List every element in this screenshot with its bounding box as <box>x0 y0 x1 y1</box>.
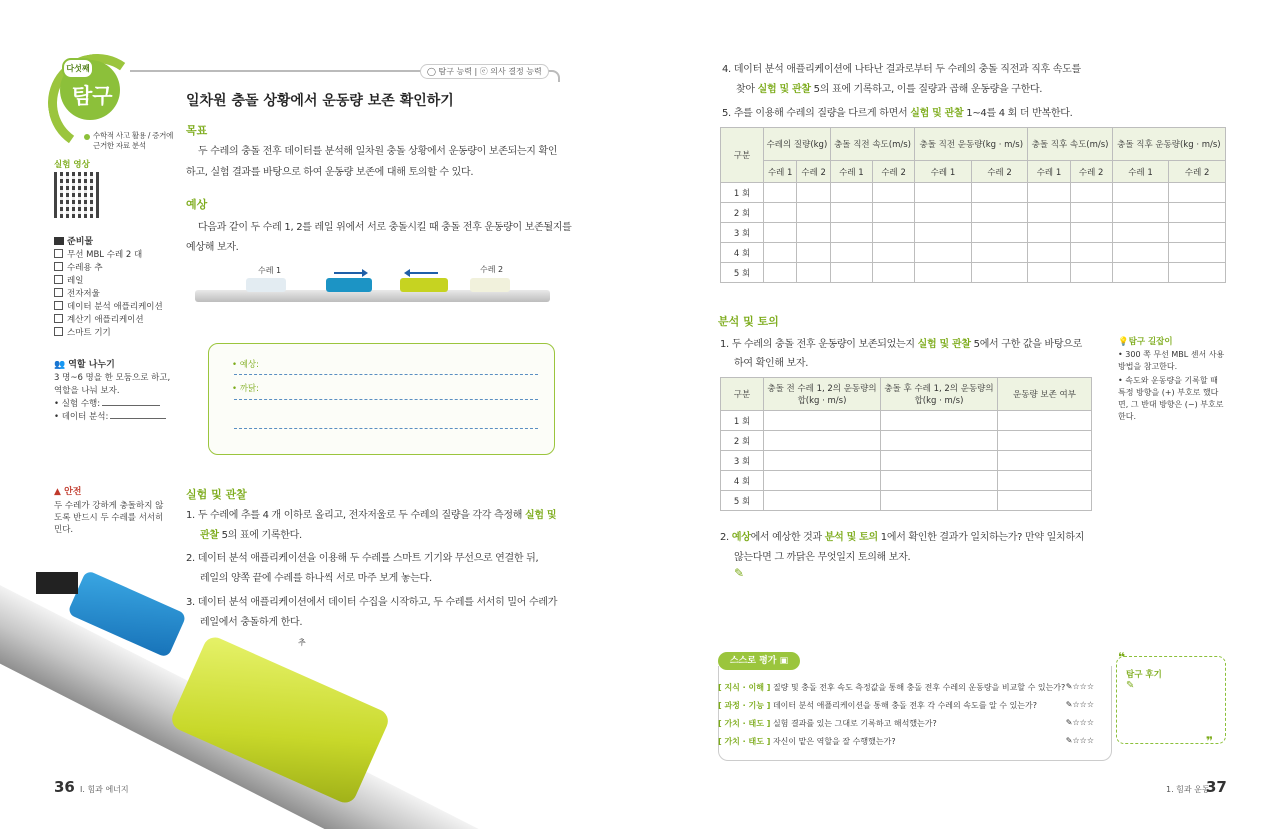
prep-item <box>54 300 163 312</box>
tip-1: • 300 쪽 무선 MBL 센서 사용 방법을 참고한다. <box>1118 350 1225 371</box>
an2-link-2: 분석 및 토의 <box>824 532 878 543</box>
skill-tag: ◯ 탐구 능력 | ⓔ 의사 결정 능력 <box>420 64 549 79</box>
eval-tag: [ 가치 · 태도 ] <box>718 719 771 728</box>
cart1-weight <box>246 278 286 292</box>
eval-stars[interactable] <box>1066 718 1094 727</box>
safety-line-2: 도록 반드시 두 수레를 서서히 <box>54 513 164 523</box>
star-rating[interactable]: ☆☆☆ <box>1072 736 1094 745</box>
prep-item-label: 계산기 애플리케이션 <box>67 315 144 325</box>
prep-item-label: 전자저울 <box>67 289 100 299</box>
eval-row <box>718 700 1094 711</box>
step4-line-2 <box>736 80 1042 95</box>
weight-label: 추 <box>298 638 306 647</box>
safety-line-3: 민다. <box>54 525 74 535</box>
table-header: 수레의 질량(kg) <box>764 128 831 161</box>
predict-heading: 예상 <box>186 198 208 211</box>
table-header: 충돌 직전 속도(m/s) <box>830 128 914 161</box>
table-subheader: 수레 2 <box>873 161 915 183</box>
arrow-right-icon <box>334 272 364 274</box>
tamgu-label: 탐구 <box>72 84 113 108</box>
role-experiment-label: • 실험 수행: <box>54 399 101 409</box>
eval-row <box>718 736 1094 747</box>
page-title: 일차원 충돌 상황에서 운동량 보존 확인하기 <box>186 93 454 109</box>
cart2-weight <box>470 278 510 292</box>
step1-line-2 <box>200 526 302 541</box>
an1-text-a: 1. 두 수레의 충돌 전후 운동량이 보존되었는지 <box>720 339 918 350</box>
table-header: 충돌 전 수레 1, 2의 운동량의 합(kg · m/s) <box>764 378 881 411</box>
step1-text-cont: 5의 표에 기록한다. <box>218 530 302 541</box>
table-row <box>721 223 1226 243</box>
step1-link: 실험 및 <box>525 510 557 521</box>
prep-item <box>54 313 144 325</box>
table-header: 충돌 직전 운동량(kg · m/s) <box>915 128 1028 161</box>
prep-item <box>54 261 103 273</box>
qr-code-icon[interactable] <box>54 172 100 218</box>
table-row <box>721 263 1226 283</box>
step5-text-a: 5. 추를 이용해 수레의 질량을 다르게 하면서 <box>722 108 911 119</box>
cart2-label: 수레 2 <box>480 265 504 274</box>
prep-item-label: 무선 MBL 수레 2 대 <box>67 250 143 260</box>
step2-line-1: 2. 데이터 분석 애플리케이션을 이용해 두 수레를 스마트 기기와 무선으로 연결한 뒤, <box>186 553 539 564</box>
role-blank[interactable] <box>110 418 166 419</box>
pencil-icon: ✎ <box>1065 682 1073 691</box>
table-subheader: 수레 2 <box>971 161 1028 183</box>
table-row <box>721 411 1092 431</box>
star-rating[interactable]: ☆☆☆ <box>1072 682 1094 691</box>
pencil-icon: ✎ <box>734 566 745 580</box>
table-header: 구분 <box>721 128 764 183</box>
eval-stars[interactable] <box>1066 682 1094 691</box>
checklist-icon: ▣ <box>779 656 789 666</box>
answer-line[interactable] <box>234 374 538 375</box>
eval-stars[interactable] <box>1066 700 1094 709</box>
step4-link: 실험 및 관찰 <box>757 84 811 95</box>
eval-row <box>718 718 1094 729</box>
row-label: 2 회 <box>721 431 764 451</box>
skills-text: 수학적 사고 활용 / 증거에 근거한 자료 분석 <box>93 131 174 150</box>
star-rating[interactable]: ☆☆☆ <box>1072 718 1094 727</box>
table-subheader: 수레 1 <box>915 161 972 183</box>
eval-text: 질량 및 충돌 전후 속도 측정값을 통해 충돌 전후 수레의 운동량을 비교할 수 있는가? <box>772 683 1066 692</box>
pencil-icon: ✎ <box>1126 680 1135 691</box>
row-label: 3 회 <box>721 451 764 471</box>
table-header: 충돌 직후 속도(m/s) <box>1028 128 1112 161</box>
table-subheader: 수레 1 <box>1112 161 1169 183</box>
table-row <box>721 471 1092 491</box>
prep-item-label: 수레용 추 <box>67 263 103 273</box>
role-blank[interactable] <box>102 405 160 406</box>
step3-line-1: 3. 데이터 분석 애플리케이션에서 데이터 수집을 시작하고, 두 수레를 서서히 밀어 수레가 <box>186 597 558 608</box>
note-reason-label: • 까닭: <box>232 384 260 394</box>
step1-line-1 <box>186 506 556 521</box>
step4-text-a: 찾아 <box>736 84 758 95</box>
arrow-left-icon <box>408 272 438 274</box>
note-predict-label: • 예상: <box>232 360 260 370</box>
bullet-icon <box>84 134 90 140</box>
checkbox-icon <box>54 327 63 336</box>
analysis1-line-1 <box>720 335 1082 350</box>
eval-tag: [ 과정 · 기능 ] <box>718 701 771 710</box>
checkbox-icon <box>54 301 63 310</box>
prep-item-label: 데이터 분석 애플리케이션 <box>67 302 163 312</box>
eval-text: 데이터 분석 애플리케이션을 통해 충돌 전후 각 수레의 속도를 알 수 있는가? <box>772 701 1038 710</box>
eval-row <box>718 682 1094 693</box>
eval-stars[interactable] <box>1066 736 1094 745</box>
row-label: 3 회 <box>721 223 764 243</box>
table-row <box>721 451 1092 471</box>
order-badge: 다섯째 <box>62 58 94 79</box>
prep-item <box>54 326 111 338</box>
safety-heading <box>54 484 81 497</box>
review-title: 탐구 후기 <box>1126 670 1162 680</box>
toolbox-icon <box>54 237 64 245</box>
table-subheader: 수레 1 <box>830 161 872 183</box>
prep-item-label: 스마트 기기 <box>67 328 111 338</box>
table-subheader: 수레 2 <box>1169 161 1226 183</box>
checkbox-icon <box>54 249 63 258</box>
role-analysis <box>54 410 166 422</box>
table-header: 운동량 보존 여부 <box>998 378 1092 411</box>
table-row <box>721 203 1226 223</box>
role-analysis-label: • 데이터 분석: <box>54 412 109 422</box>
step5-line <box>722 104 1072 119</box>
experiment-heading: 실험 및 관찰 <box>186 488 247 501</box>
pencil-icon: ✎ <box>1065 718 1073 727</box>
tip-heading-label: 탐구 길잡이 <box>1128 337 1173 347</box>
rail-end-stop <box>36 572 78 594</box>
role-heading <box>54 357 115 370</box>
analysis2-line-1 <box>720 528 1084 543</box>
row-label: 5 회 <box>721 491 764 511</box>
measurement-table <box>720 127 1226 283</box>
right-page-number: 37 <box>1206 778 1227 796</box>
safety-heading-label: 안전 <box>64 487 82 497</box>
an2-text-c: 1에서 확인한 결과가 일치하는가? 만약 일치하지 <box>877 532 1085 543</box>
step5-text-b: 1~4를 4 회 더 반복한다. <box>963 108 1073 119</box>
quote-open-icon: ❝ <box>1118 650 1126 664</box>
analysis2-line-2: 않는다면 그 까닭은 무엇일지 토의해 보자. <box>734 552 911 563</box>
cart2 <box>400 278 448 292</box>
checkbox-icon <box>54 314 63 323</box>
left-page-section: I. 힘과 에너지 <box>80 785 129 794</box>
tip-2: • 속도와 운동량을 기록할 때 특정 방향을 (+) 부호로 했다면, 그 반대 방향은 (−) 부호로 한다. <box>1118 376 1224 421</box>
analysis1-line-2: 하여 확인해 보자. <box>734 358 809 369</box>
step4-text-b: 5의 표에 기록하고, 이를 질량과 곱해 운동량을 구한다. <box>810 84 1043 95</box>
table-subheader: 수레 1 <box>1028 161 1070 183</box>
video-label: 실험 영상 <box>54 160 90 170</box>
table-row <box>721 243 1226 263</box>
pencil-icon: ✎ <box>1065 736 1073 745</box>
self-eval-title <box>718 652 800 670</box>
eval-tag: [ 가치 · 태도 ] <box>718 737 771 746</box>
step5-link: 실험 및 관찰 <box>910 108 964 119</box>
safety-line-1: 두 수레가 강하게 충돌하지 않 <box>54 501 164 511</box>
table-header: 충돌 직후 운동량(kg · m/s) <box>1112 128 1225 161</box>
role-line-2: 역할을 나눠 보자. <box>54 386 120 396</box>
goal-line-2: 하고, 실험 결과를 바탕으로 하여 운동량 보존에 대해 토의할 수 있다. <box>186 167 474 178</box>
quote-close-icon: ❞ <box>1206 734 1214 748</box>
goal-line-1: 두 수레의 충돌 전후 데이터를 분석해 일차원 충돌 상황에서 운동량이 보존되는지 확인 <box>198 146 558 157</box>
step3-line-2: 레일에서 충돌하게 한다. <box>200 617 303 628</box>
table-header: 충돌 후 수레 1, 2의 운동량의 합(kg · m/s) <box>881 378 998 411</box>
warning-icon: ▲ <box>54 487 61 497</box>
prep-item-label: 레일 <box>67 276 84 286</box>
prep-heading-label: 준비물 <box>67 237 94 247</box>
table-row <box>721 491 1092 511</box>
lightbulb-icon: 💡 <box>1118 337 1129 347</box>
prep-item <box>54 287 100 299</box>
table-header: 구분 <box>721 378 764 411</box>
table-subheader: 수레 1 <box>764 161 797 183</box>
eval-tag: [ 지식 · 이해 ] <box>718 683 771 692</box>
predict-line-2: 예상해 보자. <box>186 242 239 253</box>
an2-text-b: 에서 예상한 것과 <box>750 532 825 543</box>
an2-link-1: 예상 <box>731 532 751 543</box>
table-subheader: 수레 2 <box>1070 161 1112 183</box>
row-label: 1 회 <box>721 183 764 203</box>
momentum-sum-table <box>720 377 1092 511</box>
cart1-label: 수레 1 <box>258 266 282 275</box>
table-subheader: 수레 2 <box>797 161 830 183</box>
row-label: 5 회 <box>721 263 764 283</box>
predict-line-1: 다음과 같이 두 수레 1, 2를 레일 위에서 서로 충돌시킬 때 충돌 전후 운동량이 보존될지를 <box>198 222 572 233</box>
answer-line[interactable] <box>234 399 538 400</box>
tip-heading <box>1118 335 1173 347</box>
prep-item <box>54 274 83 286</box>
right-page-section: 1. 힘과 운동 <box>1166 785 1210 794</box>
row-label: 1 회 <box>721 411 764 431</box>
star-rating[interactable]: ☆☆☆ <box>1072 700 1094 709</box>
an1-link: 실험 및 관찰 <box>917 339 971 350</box>
cart1 <box>326 278 372 292</box>
an1-text-b: 5에서 구한 값을 바탕으로 <box>970 339 1082 350</box>
pencil-icon: ✎ <box>1065 700 1073 709</box>
self-eval-title-label: 스스로 평가 <box>729 656 777 666</box>
eval-text: 실험 결과를 있는 그대로 기록하고 해석했는가? <box>772 719 937 728</box>
row-label: 4 회 <box>721 243 764 263</box>
table-row <box>721 183 1226 203</box>
checkbox-icon <box>54 275 63 284</box>
role-line-1: 3 명~6 명을 한 모둠으로 하고, <box>54 373 171 383</box>
an2-text-a: 2. <box>720 532 732 543</box>
prep-heading <box>54 234 93 247</box>
row-label: 4 회 <box>721 471 764 491</box>
row-label: 2 회 <box>721 203 764 223</box>
role-experiment <box>54 397 160 409</box>
step4-line-1: 4. 데이터 분석 애플리케이션에 나타난 결과로부터 두 수레의 충돌 직전과 직후 속도를 <box>722 64 1081 75</box>
checkbox-icon <box>54 262 63 271</box>
people-icon: 👥 <box>54 360 66 370</box>
step2-line-2: 레일의 양쪽 끝에 수레를 하나씩 서로 마주 보게 놓는다. <box>200 573 432 584</box>
role-heading-label: 역할 나누기 <box>68 360 115 370</box>
goal-heading: 목표 <box>186 124 208 137</box>
left-page-number: 36 <box>54 778 75 796</box>
answer-line[interactable] <box>234 428 538 429</box>
eval-text: 자신이 맡은 역할을 잘 수행했는가? <box>772 737 896 746</box>
table-row <box>721 431 1092 451</box>
step1-link-cont: 관찰 <box>200 530 219 541</box>
analysis-heading: 분석 및 토의 <box>718 315 779 328</box>
checkbox-icon <box>54 288 63 297</box>
prep-item <box>54 248 142 260</box>
step1-text: 1. 두 수레에 추를 4 개 이하로 올리고, 전자저울로 두 수레의 질량을 각각 측정해 <box>186 510 523 521</box>
